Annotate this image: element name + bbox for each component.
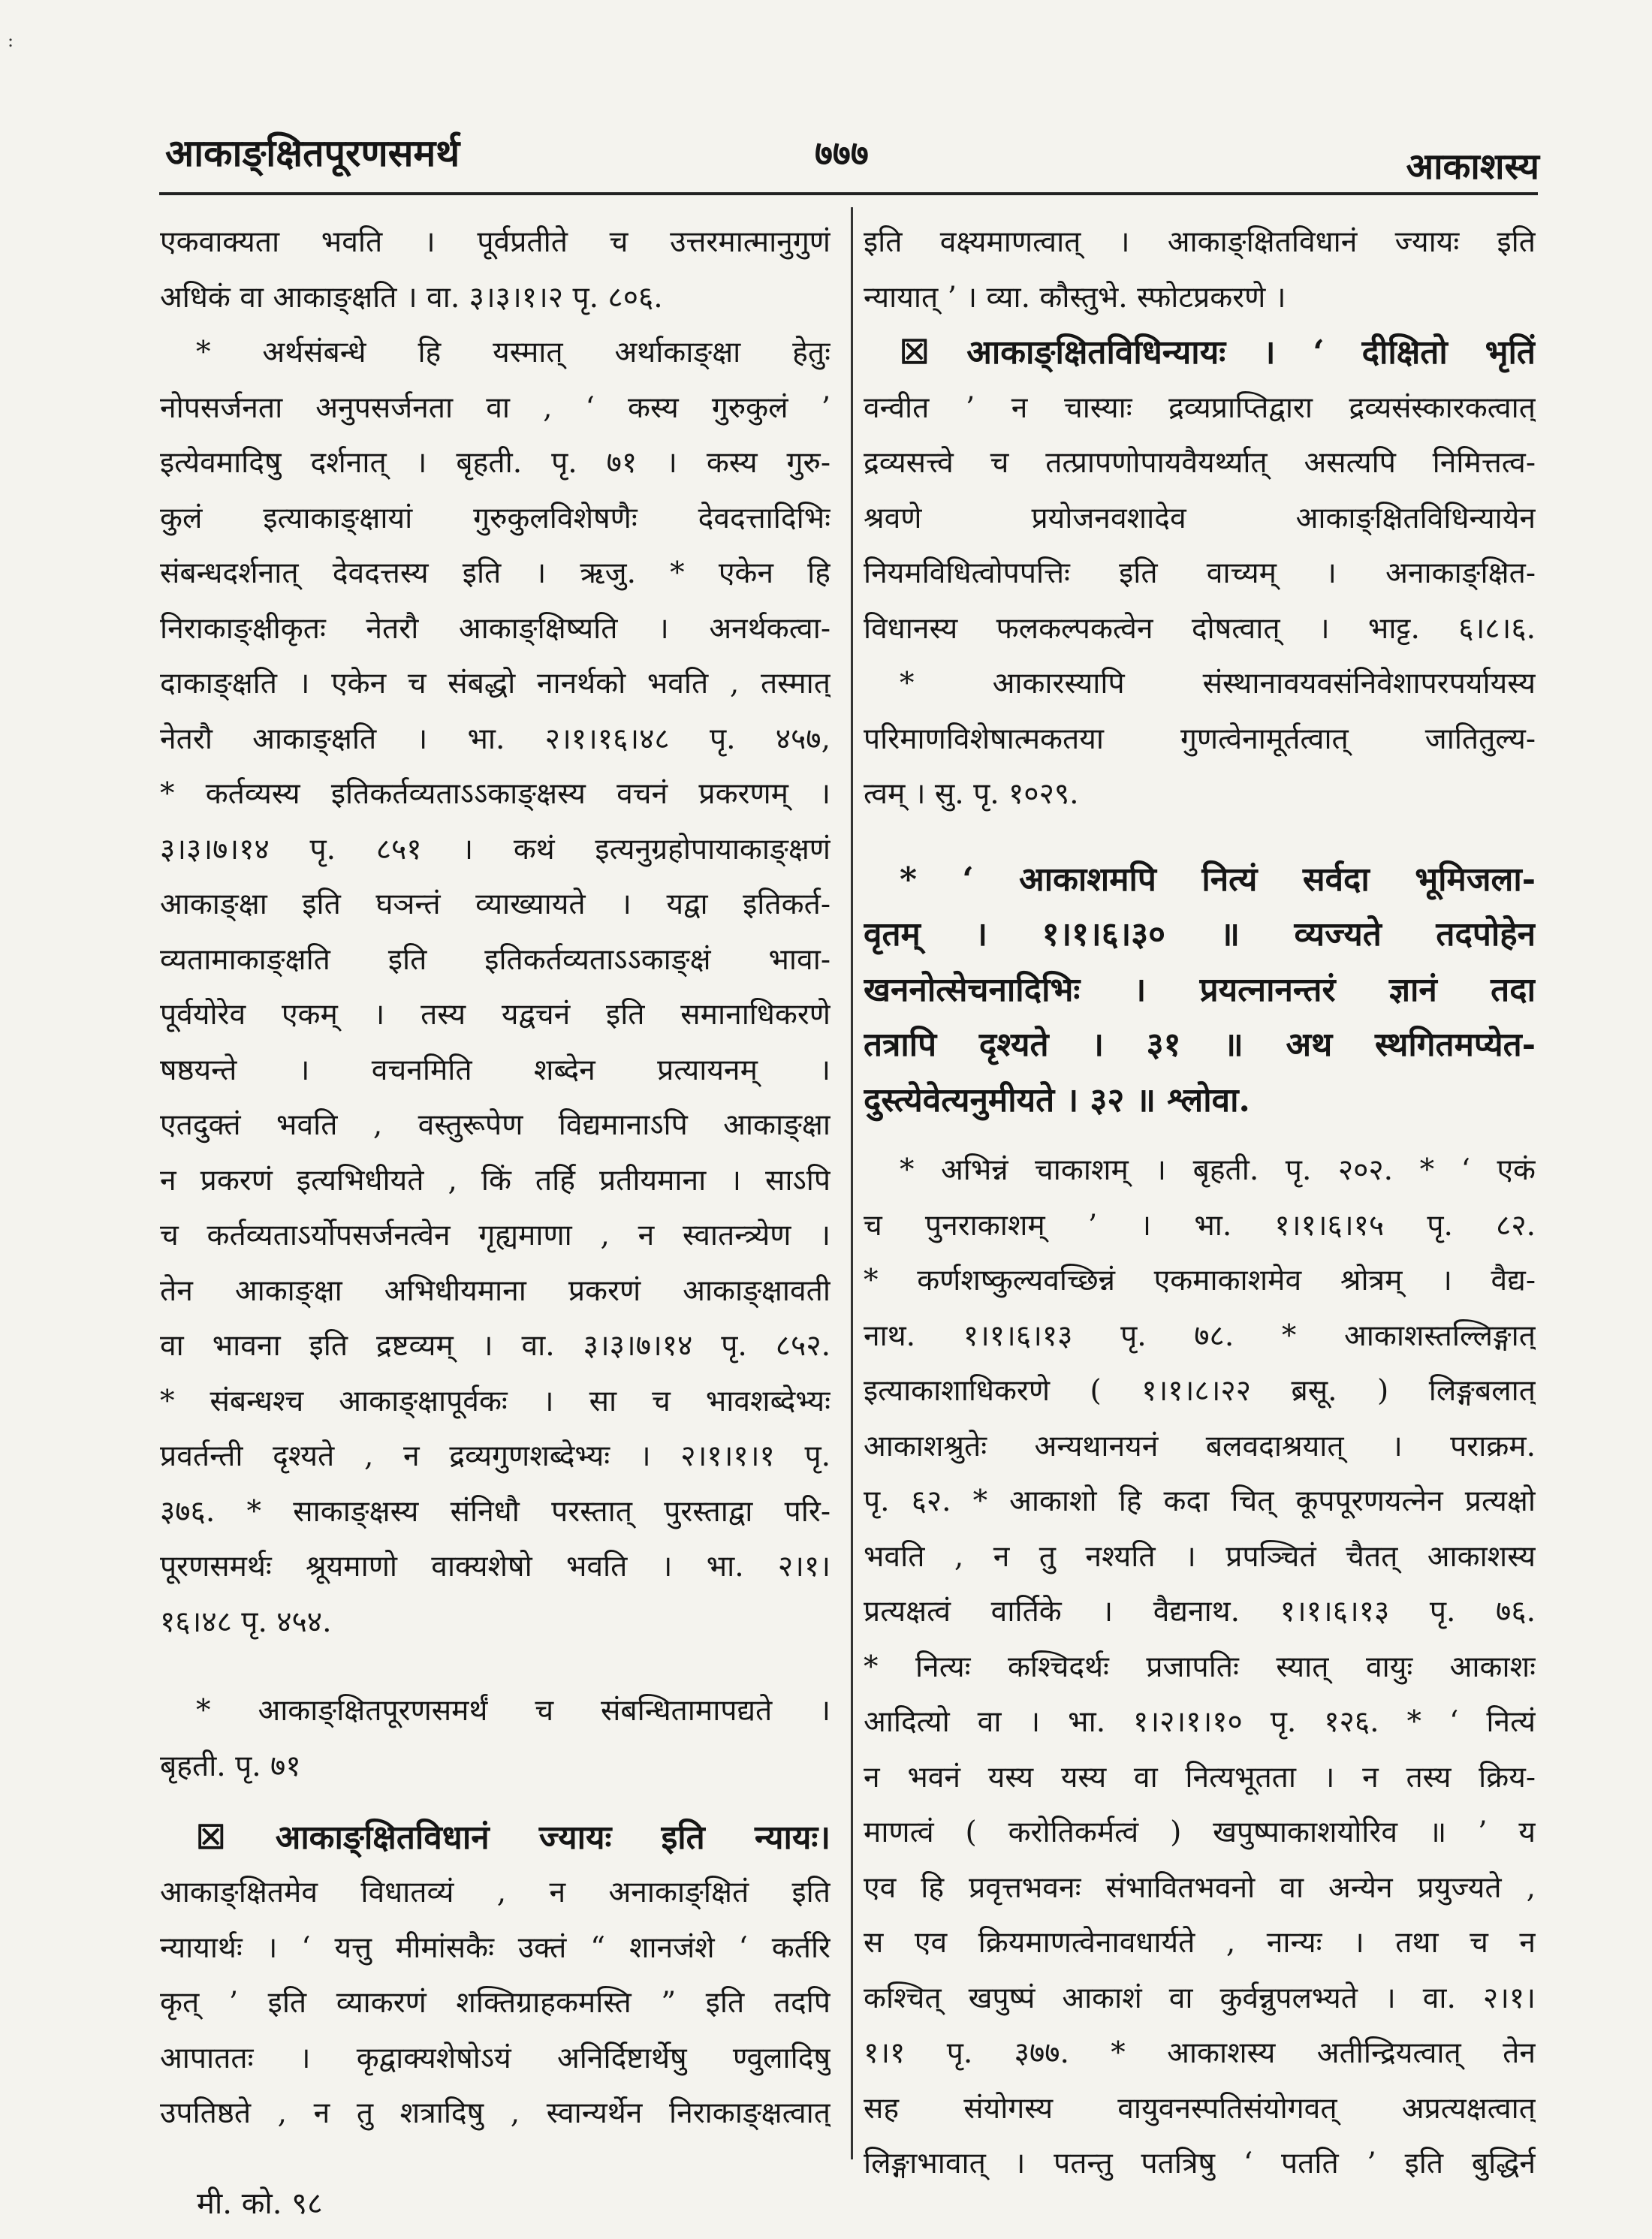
text-line: नोपसर्जनता अनुपसर्जनता वा , ‘ कस्य गुरुकुलं ’ [160, 390, 831, 425]
text-line: परिमाणविशेषात्मकतया गुणत्वेनामूर्तत्वात् जातितुल्य- [864, 722, 1536, 756]
text-line: * अभिन्नं चाकाशम् । बृहती. पृ. २०२. * ‘ एकं [900, 1153, 1536, 1187]
text-line: एकवाक्यता भवति । पूर्वप्रतीते च उत्तरमात्मानुगुणं [160, 225, 831, 259]
text-line: आकाशश्रुतेः अन्यथानयनं बलवदाश्रयात् । पराक्रम. [864, 1429, 1536, 1463]
text-line: १६।४८ पृ. ४५४. [160, 1605, 332, 1639]
text-line: नियमविधित्वोपपत्तिः इति वाच्यम् । अनाकाङ्क्षित- [864, 556, 1536, 590]
text-line: ☒ आकाङ्क्षितविधानं ज्यायः इति न्यायः। [196, 1818, 831, 1857]
text-line: त्वम् । सु. पृ. १०२९. [864, 777, 1079, 811]
text-line: संबन्धदर्शनात् देवदत्तस्य इति । ऋजु. * एकेन हि [160, 556, 831, 590]
margin-mark: : [8, 30, 14, 51]
column-divider [851, 207, 853, 2159]
text-line: * आकारस्यापि संस्थानावयवसंनिवेशापरपर्यायस्य [900, 667, 1536, 701]
text-line: इति वक्ष्यमाणत्वात् । आकाङ्क्षितविधानं ज्यायः इति [864, 225, 1536, 259]
text-line: इत्याकाशाधिकरणे ( १।१।८।२२ ब्रसू. ) लिङ्गबलात् [864, 1374, 1536, 1408]
text-line: ३७६. * साकाङ्क्षस्य संनिधौ परस्तात् पुरस्ताद्वा परि- [160, 1494, 831, 1529]
text-line: इत्येवमादिषु दर्शनात् । बृहती. पृ. ७१ । कस्य गुरु- [160, 446, 831, 480]
text-line: कृत् ’ इति व्याकरणं शक्तिग्राहकमस्ति ” इति तदपि [160, 1986, 831, 2020]
text-line: विधानस्य फलकल्पकत्वेन दोषत्वात् । भाट्ट. ६।८।६. [864, 611, 1536, 646]
text-line: निराकाङ्क्षीकृतः नेतरौ आकाङ्क्षिष्यति । अनर्थकत्वा- [160, 611, 831, 646]
text-line: श्रवणे प्रयोजनवशादेव आकाङ्क्षितविधिन्यायेन [864, 501, 1536, 535]
text-line: बृहती. पृ. ७१ [160, 1749, 301, 1783]
text-line: * कर्तव्यस्य इतिकर्तव्यताऽऽकाङ्क्षस्य वचनं प्रकरणम् । [160, 777, 831, 811]
text-line: च कर्तव्यताऽर्योपसर्जनत्वेन गृह्यमाणा , न स्वातन्त्र्येण । [160, 1219, 831, 1252]
text-line: प्रवर्तन्ती दृश्यते , न द्रव्यगुणशब्देभ्यः । २।१।१।१ पृ. [160, 1439, 831, 1473]
text-line: माणत्वं ( करोतिकर्मत्वं ) खपुष्पाकाशयोरिव ॥ ’ य [864, 1816, 1536, 1849]
text-line: * संबन्धश्च आकाङ्क्षापूर्वकः । सा च भावशब्देभ्यः [160, 1384, 831, 1418]
text-line: तेन आकाङ्क्षा अभिधीयमाना प्रकरणं आकाङ्क्षावती [160, 1273, 831, 1308]
text-line: प्रत्यक्षत्वं वार्तिके । वैद्यनाथ. १।१।६।१३ पृ. ७६. [864, 1595, 1536, 1629]
text-line: आकाङ्क्षा इति घञन्तं व्याख्यायते । यद्वा इतिकर्त- [160, 887, 831, 921]
text-line: * नित्यः कश्चिदर्थः प्रजापतिः स्यात् वायुः आकाशः [864, 1650, 1536, 1684]
text-line: ☒ आकाङ्क्षितविधिन्यायः । ‘ दीक्षितो भृतिं [900, 333, 1536, 372]
text-line: न्यायात् ’ । व्या. कौस्तुभे. स्फोटप्रकरणे । [864, 280, 1286, 315]
text-line: कश्चित् खपुष्पं आकाशं वा कुर्वन्नुपलभ्यते । वा. २।१। [864, 1981, 1536, 2015]
text-line: पृ. ६२. * आकाशो हि कदा चित् कूपपूरणयत्नेन प्रत्यक्षो [864, 1484, 1536, 1518]
text-line: स एव क्रियमाणत्वेनावधार्यते , नान्यः । तथा च न [864, 1926, 1536, 1960]
text-line: तत्रापि दृश्यते । ३१ ॥ अथ स्थगितमप्येत- [864, 1026, 1536, 1064]
text-line: एतदुक्तं भवति , वस्तुरूपेण विद्यमानाऽपि आकाङ्क्षा [160, 1108, 831, 1142]
text-line: अधिकं वा आकाङ्क्षति । वा. ३।३।१।२ पृ. ८०६. [160, 280, 663, 315]
text-line: एव हि प्रवृत्तभवनः संभावितभवनो वा अन्येन प्रयुज्यते , [864, 1870, 1536, 1905]
text-line: लिङ्गाभावात् । पतन्तु पतत्रिषु ‘ पतति ’ इति बुद्धिर्न [864, 2147, 1536, 2180]
text-line: वृतम् । १।१।६।३० ॥ व्यज्यते तदपोहेन [864, 915, 1536, 954]
text-line: न्यायार्थः । ‘ यत्तु मीमांसकैः उक्तं “ शानजंशे ‘ कर्तरि [160, 1930, 831, 1965]
page-number: ७७७ [815, 133, 869, 173]
text-line: वा भावना इति द्रष्टव्यम् । वा. ३।३।७।१४ पृ. ८५२. [160, 1329, 831, 1363]
text-line: नाथ. १।१।६।१३ पृ. ७८. * आकाशस्तल्लिङ्गात् [864, 1318, 1536, 1353]
text-line: कुलं इत्याकाङ्क्षायां गुरुकुलविशेषणैः देवदत्तादिभिः [160, 501, 831, 535]
text-line: दुस्त्येवेत्यनुमीयते । ३२ ॥ श्लोवा. [864, 1080, 1250, 1120]
text-line: * आकाङ्क्षितपूरणसमर्थं च संबन्धितामापद्यते । [196, 1694, 831, 1728]
text-line: न भवनं यस्य यस्य वा नित्यभूतता । न तस्य क्रिय- [864, 1760, 1536, 1795]
header-rule [159, 192, 1538, 195]
text-line: सह संयोगस्य वायुवनस्पतिसंयोगवत् अप्रत्यक्षत्वात् [864, 2091, 1536, 2126]
text-line: आपाततः । कृद्वाक्यशेषोऽयं अनिर्दिष्टार्थेषु ण्वुलादिषु [160, 2041, 831, 2075]
text-line: * ‘ आकाशमपि नित्यं सर्वदा भूमिजला- [900, 860, 1536, 899]
text-line: आदित्यो वा । भा. १।२।१।१० पृ. १२६. * ‘ नित्यं [864, 1705, 1536, 1739]
text-line: आकाङ्क्षितमेव विधातव्यं , न अनाकाङ्क्षितं इति [160, 1876, 831, 1909]
text-line: द्रव्यसत्त्वे च तत्प्रापणोपायवैयर्थ्यात् असत्यपि निमित्तत्व- [864, 446, 1536, 480]
running-head-right: आकाशस्य [1406, 146, 1539, 188]
text-line: नेतरौ आकाङ्क्षति । भा. २।१।१६।४८ पृ. ४५७, [160, 722, 831, 756]
text-line: च पुनराकाशम् ’ । भा. १।१।६।१५ पृ. ८२. [864, 1208, 1536, 1243]
text-line: खननोत्सेचनादिभिः । प्रयत्नानन्तरं ज्ञानं तदा [864, 970, 1536, 1009]
running-head-left: आकाङ्क्षितपूरणसमर्थ [165, 131, 460, 175]
text-line: न प्रकरणं इत्यभिधीयते , किं तर्हि प्रतीयमाना । साऽपि [160, 1163, 831, 1198]
text-line: १।१ पृ. ३७७. * आकाशस्य अतीन्द्रियत्वात् तेन [864, 2036, 1536, 2070]
text-line: वन्वीत ’ न चास्याः द्रव्यप्राप्तिद्वारा द्रव्यसंस्कारकत्वात् [864, 390, 1536, 425]
text-line: ३।३।७।१४ पृ. ८५१ । कथं इत्यनुग्रहोपायाकाङ्क्षणं [160, 832, 831, 866]
text-line: उपतिष्ठते , न तु शत्रादिषु , स्वान्यर्थेन निराकाङ्क्षत्वात् [160, 2096, 831, 2130]
text-line: षष्ठयन्ते । वचनमिति शब्देन प्रत्यायनम् । [160, 1053, 831, 1087]
text-line: दाकाङ्क्षति । एकेन च संबद्धो नानर्थको भवति , तस्मात् [160, 667, 831, 701]
text-line: * अर्थसंबन्धे हि यस्मात् अर्थाकाङ्क्षा हेतुः [196, 336, 831, 369]
text-line: * कर्णशष्कुल्यवच्छिन्नं एकमाकाशमेव श्रोत्रम् । वैद्य- [864, 1264, 1536, 1297]
text-line: पूरणसमर्थः श्रूयमाणो वाक्यशेषो भवति । भा. २।१। [160, 1550, 831, 1584]
text-line: व्यतामाकाङ्क्षति इति इतिकर्तव्यताऽऽकाङ्क्षं भावा- [160, 942, 831, 977]
text-line: भवति , न तु नश्यति । प्रपञ्चितं चैतत् आकाशस्य [864, 1539, 1536, 1574]
signature-mark: मी. को. ९८ [197, 2186, 323, 2221]
text-line: पूर्वयोरेव एकम् । तस्य यद्वचनं इति समानाधिकरणे [160, 998, 831, 1032]
